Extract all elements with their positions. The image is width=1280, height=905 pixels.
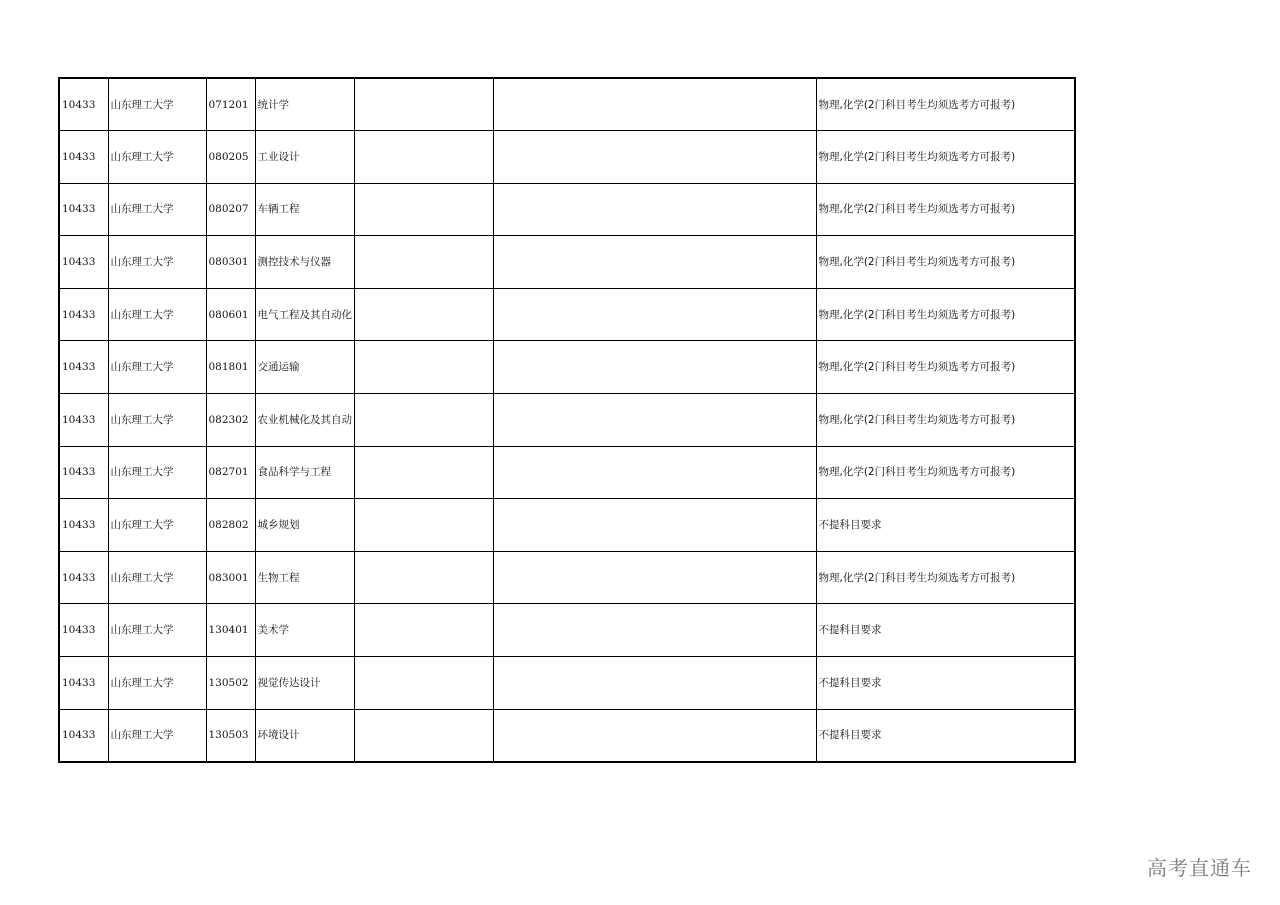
empty-cell-5 bbox=[354, 78, 493, 131]
school-code-cell: 10433 bbox=[59, 499, 108, 552]
empty-cell-5 bbox=[354, 499, 493, 552]
major-name-cell: 食品科学与工程 bbox=[255, 446, 354, 499]
table-row bbox=[59, 657, 1075, 710]
school-name-cell: 山东理工大学 bbox=[108, 288, 206, 341]
empty-cell-6 bbox=[493, 78, 816, 131]
school-code-cell: 10433 bbox=[59, 446, 108, 499]
major-code-cell: 082302 bbox=[206, 394, 255, 447]
school-name-cell: 山东理工大学 bbox=[108, 657, 206, 710]
admission-requirements-table bbox=[58, 77, 1076, 763]
empty-cell-5 bbox=[354, 131, 493, 184]
table-row bbox=[59, 394, 1075, 447]
school-name-cell: 山东理工大学 bbox=[108, 604, 206, 657]
major-name-cell: 工业设计 bbox=[255, 131, 354, 184]
table-row bbox=[59, 709, 1075, 762]
table-row bbox=[59, 236, 1075, 289]
empty-cell-5 bbox=[354, 288, 493, 341]
empty-cell-6 bbox=[493, 288, 816, 341]
school-code-cell: 10433 bbox=[59, 341, 108, 394]
empty-cell-6 bbox=[493, 446, 816, 499]
table-row bbox=[59, 499, 1075, 552]
table-row bbox=[59, 551, 1075, 604]
empty-cell-6 bbox=[493, 394, 816, 447]
school-name-cell: 山东理工大学 bbox=[108, 78, 206, 131]
major-code-cell: 130502 bbox=[206, 657, 255, 710]
major-name-cell: 农业机械化及其自动 bbox=[255, 394, 354, 447]
subject-requirement-cell: 物理,化学(2门科目考生均须选考方可报考) bbox=[816, 341, 1075, 394]
school-name-cell: 山东理工大学 bbox=[108, 236, 206, 289]
school-code-cell: 10433 bbox=[59, 709, 108, 762]
school-name-cell: 山东理工大学 bbox=[108, 709, 206, 762]
major-code-cell: 082802 bbox=[206, 499, 255, 552]
major-code-cell: 083001 bbox=[206, 551, 255, 604]
major-name-cell: 生物工程 bbox=[255, 551, 354, 604]
table-body bbox=[59, 78, 1075, 762]
school-name-cell: 山东理工大学 bbox=[108, 183, 206, 236]
school-name-cell: 山东理工大学 bbox=[108, 341, 206, 394]
subject-requirement-cell: 不提科目要求 bbox=[816, 604, 1075, 657]
subject-requirement-cell: 物理,化学(2门科目考生均须选考方可报考) bbox=[816, 236, 1075, 289]
major-name-cell: 视觉传达设计 bbox=[255, 657, 354, 710]
major-name-cell: 电气工程及其自动化 bbox=[255, 288, 354, 341]
school-code-cell: 10433 bbox=[59, 288, 108, 341]
major-code-cell: 071201 bbox=[206, 78, 255, 131]
table-row bbox=[59, 341, 1075, 394]
empty-cell-6 bbox=[493, 341, 816, 394]
table-row bbox=[59, 604, 1075, 657]
major-code-cell: 080205 bbox=[206, 131, 255, 184]
major-name-cell: 测控技术与仪器 bbox=[255, 236, 354, 289]
subject-requirement-cell: 不提科目要求 bbox=[816, 709, 1075, 762]
major-code-cell: 080207 bbox=[206, 183, 255, 236]
empty-cell-6 bbox=[493, 709, 816, 762]
empty-cell-5 bbox=[354, 236, 493, 289]
school-code-cell: 10433 bbox=[59, 657, 108, 710]
school-name-cell: 山东理工大学 bbox=[108, 394, 206, 447]
school-code-cell: 10433 bbox=[59, 394, 108, 447]
major-name-cell: 交通运输 bbox=[255, 341, 354, 394]
subject-requirement-cell: 物理,化学(2门科目考生均须选考方可报考) bbox=[816, 78, 1075, 131]
table-row bbox=[59, 131, 1075, 184]
school-code-cell: 10433 bbox=[59, 183, 108, 236]
table-row bbox=[59, 446, 1075, 499]
major-code-cell: 082701 bbox=[206, 446, 255, 499]
subject-requirement-cell: 不提科目要求 bbox=[816, 657, 1075, 710]
empty-cell-5 bbox=[354, 446, 493, 499]
school-code-cell: 10433 bbox=[59, 78, 108, 131]
school-name-cell: 山东理工大学 bbox=[108, 131, 206, 184]
empty-cell-5 bbox=[354, 551, 493, 604]
table-row bbox=[59, 183, 1075, 236]
major-name-cell: 车辆工程 bbox=[255, 183, 354, 236]
major-code-cell: 081801 bbox=[206, 341, 255, 394]
major-name-cell: 环境设计 bbox=[255, 709, 354, 762]
subject-requirement-cell: 不提科目要求 bbox=[816, 499, 1075, 552]
subject-requirement-cell: 物理,化学(2门科目考生均须选考方可报考) bbox=[816, 551, 1075, 604]
school-code-cell: 10433 bbox=[59, 604, 108, 657]
school-name-cell: 山东理工大学 bbox=[108, 499, 206, 552]
empty-cell-5 bbox=[354, 183, 493, 236]
major-name-cell: 城乡规划 bbox=[255, 499, 354, 552]
empty-cell-5 bbox=[354, 604, 493, 657]
empty-cell-6 bbox=[493, 657, 816, 710]
empty-cell-6 bbox=[493, 551, 816, 604]
major-code-cell: 130503 bbox=[206, 709, 255, 762]
empty-cell-6 bbox=[493, 604, 816, 657]
subject-requirement-cell: 物理,化学(2门科目考生均须选考方可报考) bbox=[816, 131, 1075, 184]
empty-cell-5 bbox=[354, 341, 493, 394]
major-code-cell: 130401 bbox=[206, 604, 255, 657]
major-name-cell: 统计学 bbox=[255, 78, 354, 131]
subject-requirement-cell: 物理,化学(2门科目考生均须选考方可报考) bbox=[816, 446, 1075, 499]
school-code-cell: 10433 bbox=[59, 236, 108, 289]
empty-cell-5 bbox=[354, 394, 493, 447]
subject-requirement-cell: 物理,化学(2门科目考生均须选考方可报考) bbox=[816, 394, 1075, 447]
table-row bbox=[59, 288, 1075, 341]
major-name-cell: 美术学 bbox=[255, 604, 354, 657]
empty-cell-5 bbox=[354, 709, 493, 762]
empty-cell-6 bbox=[493, 183, 816, 236]
empty-cell-6 bbox=[493, 499, 816, 552]
school-code-cell: 10433 bbox=[59, 551, 108, 604]
watermark: 高考直通车 bbox=[1147, 856, 1252, 880]
major-code-cell: 080301 bbox=[206, 236, 255, 289]
school-name-cell: 山东理工大学 bbox=[108, 446, 206, 499]
subject-requirement-cell: 物理,化学(2门科目考生均须选考方可报考) bbox=[816, 288, 1075, 341]
school-name-cell: 山东理工大学 bbox=[108, 551, 206, 604]
empty-cell-6 bbox=[493, 236, 816, 289]
empty-cell-5 bbox=[354, 657, 493, 710]
empty-cell-6 bbox=[493, 131, 816, 184]
subject-requirement-cell: 物理,化学(2门科目考生均须选考方可报考) bbox=[816, 183, 1075, 236]
major-code-cell: 080601 bbox=[206, 288, 255, 341]
table-row bbox=[59, 78, 1075, 131]
school-code-cell: 10433 bbox=[59, 131, 108, 184]
